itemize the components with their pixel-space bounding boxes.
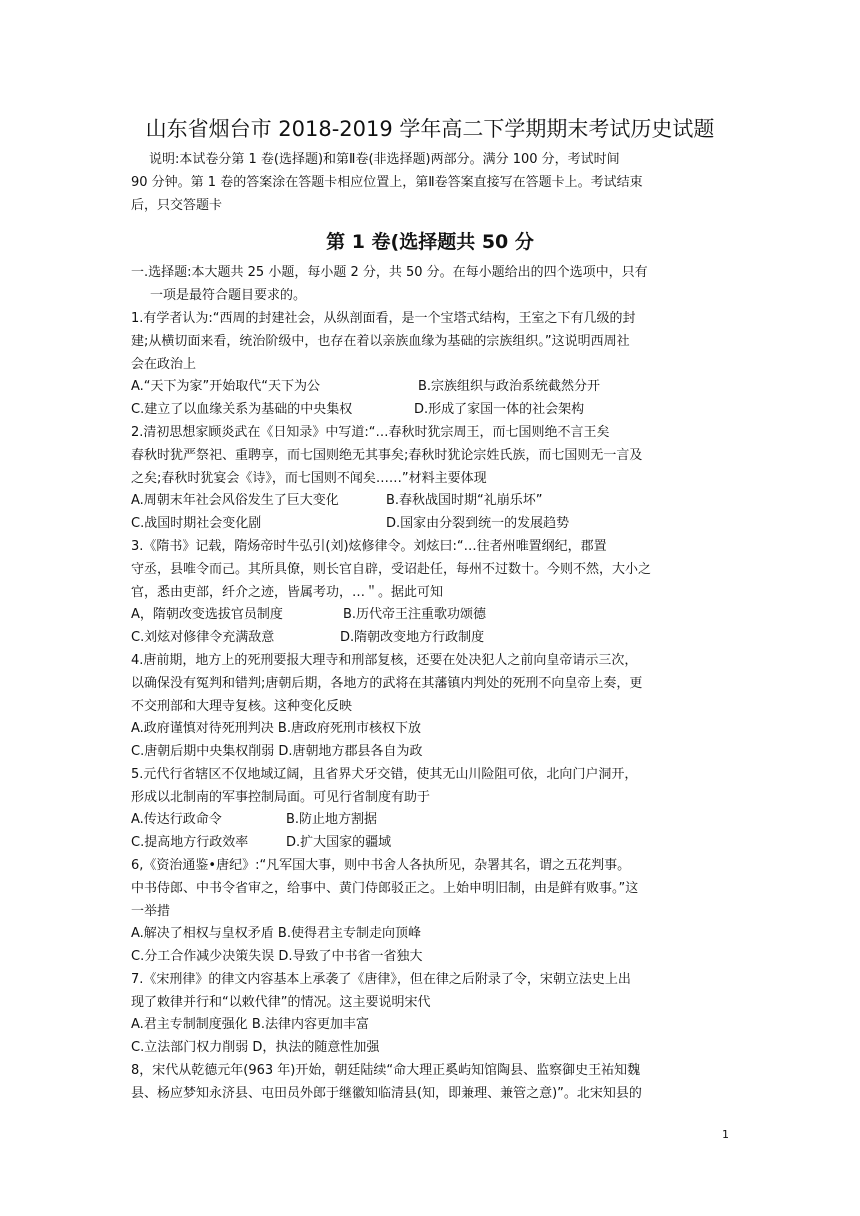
q3-stem-3: 官，悉由吏部，纤介之迹，皆属考功，…＂。据此可知 <box>131 585 444 600</box>
q5-stem-2: 形成以北制南的军事控制局面。可见行省制度有助于 <box>131 790 431 805</box>
q4-stem-1: 4.唐前期，地方上的死刑要报大理寺和刑部复核，还要在处决犯人之前向皇帝请示三次， <box>131 653 638 668</box>
q5-option-b: B.防止地方割据 <box>286 812 378 827</box>
q6-options-ab: A.解决了相权与皇权矛盾 B.使得君主专制走向顶峰 <box>131 926 421 941</box>
q7-options-ab: A.君主专制制度强化 B.法律内容更加丰富 <box>131 1017 369 1032</box>
q4-stem-2: 以确保没有冤判和错判;唐朝后期，各地方的武将在其藩镇内判处的死刑不向皇帝上奏，更 <box>131 676 643 691</box>
q6-stem-3: 一举措 <box>131 904 171 919</box>
q5-option-c: C.提高地方行政效率 <box>131 835 249 850</box>
q6-stem-2: 中书侍郎、中书令省审之，给事中、黄门侍郎驳正之。上始申明旧制，由是鲜有败事。”这 <box>131 881 639 896</box>
page-title: 山东省烟台市 2018-2019 学年高二下学期期末考试历史试题 <box>145 117 715 141</box>
q3-stem-1: 3.《隋书》记载，隋炀帝时牛弘引(刘)炫修律令。刘炫曰:“…往者州唯置纲纪，郡置 <box>131 539 607 554</box>
q2-stem-2: 春秋时犹严祭祀、重聘享，而七国则绝无其事矣;春秋时犹论宗姓氏族，而七国则无一言及 <box>131 448 643 463</box>
q4-options-cd: C.唐朝后期中央集权削弱 D.唐朝地方郡县各自为政 <box>131 744 423 759</box>
q2-stem-3: 之矣;春秋时犹宴会《诗》，而七国则不闻矣……”材料主要体现 <box>131 471 487 486</box>
q2-option-c: C.战国时期社会变化剧 <box>131 516 262 531</box>
q6-options-cd: C.分工合作减少决策失误 D.导致了中书省一省独大 <box>131 949 423 964</box>
q8-stem-1: 8，宋代从乾德元年(963 年)开始，朝廷陆续“命大理正奚屿知馆陶县、监察御史王祐知魏 <box>131 1063 641 1078</box>
q1-stem-2: 建;从横切面来看，统治阶级中，也存在着以亲族血缘为基础的宗族组织。”这说明西周社 <box>131 334 630 349</box>
q7-stem-2: 现了敕律并行和“以敕代律”的情况。这主要说明宋代 <box>131 995 431 1010</box>
q3-option-d: D.隋朝改变地方行政制度 <box>340 630 485 645</box>
q2-option-b: B.春秋战国时期“礼崩乐坏” <box>386 493 543 508</box>
q2-stem-1: 2.清初思想家顾炎武在《日知录》中写道:“…春秋时犹宗周王，而七国则绝不言王矣 <box>131 425 610 440</box>
q1-option-a: A.“天下为家”开始取代“天下为公 <box>131 379 321 394</box>
q5-stem-1: 5.元代行省辖区不仅地域辽阔，且省界犬牙交错，使其无山川险阻可依，北向门户洞开， <box>131 767 638 782</box>
q3-option-b: B.历代帝王注重歌功颂德 <box>343 607 487 622</box>
q4-options-ab: A.政府谨慎对待死刑判决 B.唐政府死刑市核权下放 <box>131 721 421 736</box>
intro-line-1: 说明:本试卷分第 1 卷(选择题)和第Ⅱ卷(非选择题)两部分。满分 100 分，考试时间 <box>149 152 620 167</box>
q7-options-cd: C.立法部门权力削弱 D，执法的随意性加强 <box>131 1040 380 1055</box>
q1-option-c: C.建立了以血缘关系为基础的中央集权 <box>131 402 353 417</box>
q1-stem-3: 会在政治上 <box>131 357 197 372</box>
q2-option-a: A.周朝末年社会风俗发生了巨大变化 <box>131 493 339 508</box>
page-number: 1 <box>722 1128 729 1141</box>
q5-option-d: D.扩大国家的疆域 <box>286 835 392 850</box>
q4-stem-3: 不交刑部和大理寺复核。这种变化反映 <box>131 699 353 714</box>
intro-line-3: 后，只交答题卡 <box>131 198 223 213</box>
q1-option-b: B.宗族组织与政治系统截然分开 <box>418 379 601 394</box>
q3-option-c: C.刘炫对修律令充满敌意 <box>131 630 275 645</box>
q6-stem-1: 6,《资治通鉴•唐纪》:“凡军国大事，则中书舍人各执所见，杂署其名，谓之五花判事。 <box>131 858 631 873</box>
section-intro-2: 一项是最符合题目要求的。 <box>150 288 307 303</box>
q1-stem-1: 1.有学者认为:“西周的封建社会，从纵剖面看，是一个宝塔式结构，王室之下有几级的封 <box>131 311 636 326</box>
q7-stem-1: 7.《宋刑律》的律文内容基本上承袭了《唐律》，但在律之后附录了令，宋朝立法史上出 <box>131 972 631 987</box>
q8-stem-2: 县、杨应梦知永济县、屯田员外郎于继徽知临清县(知，即兼理、兼管之意)”。北宋知县的 <box>131 1086 642 1101</box>
section-title: 第 1 卷(选择题共 50 分 <box>326 231 534 253</box>
q2-option-d: D.国家由分裂到统一的发展趋势 <box>386 516 570 531</box>
intro-line-2: 90 分钟。第 1 卷的答案涂在答题卡相应位置上，第Ⅱ卷答案直接写在答题卡上。考试结束 <box>131 175 643 190</box>
q1-option-d: D.形成了家国一体的社会架构 <box>414 402 585 417</box>
q3-option-a: A，隋朝改变选拔官员制度 <box>131 607 283 622</box>
q5-option-a: A.传达行政命令 <box>131 812 222 827</box>
section-intro-1: 一.选择题:本大题共 25 小题，每小题 2 分，共 50 分。在每小题给出的四个选项中，只有 <box>131 265 648 280</box>
q3-stem-2: 守丞，县唯令而己。其所具僚，则长官自辟，受诏赴任，每州不过数十。今则不然，大小之 <box>131 562 652 577</box>
